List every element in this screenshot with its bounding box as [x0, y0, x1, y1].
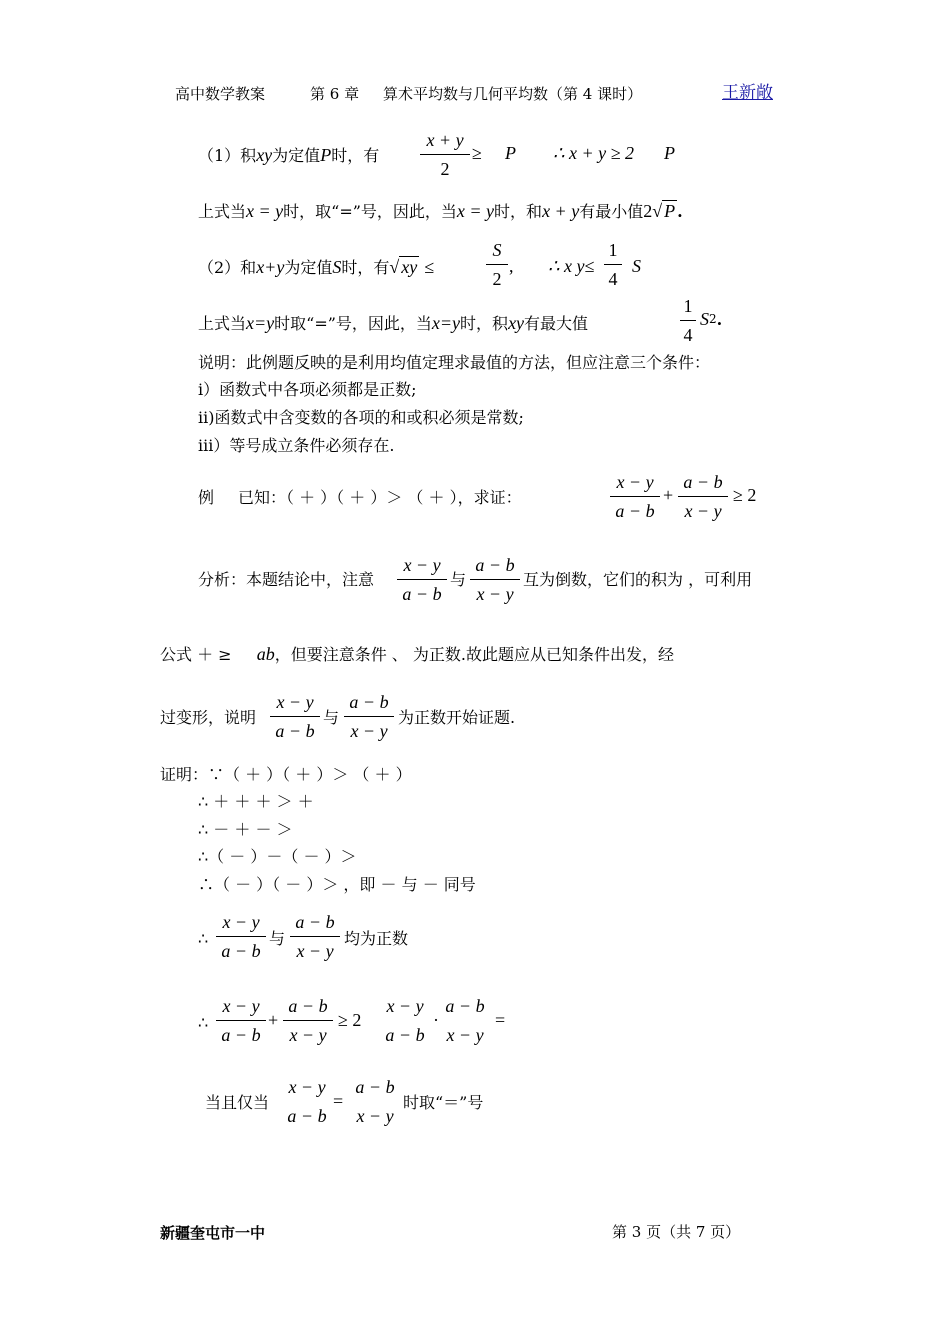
part2-therefore: ∴ x y≤	[548, 256, 595, 276]
note-1: ⅰ）函数式中各项必须都是正数;	[198, 380, 417, 399]
footer-page: 第 3 页（共 7 页）	[612, 1223, 741, 1241]
header-author-link[interactable]: 王新敞	[722, 83, 773, 103]
part2-fraction2: 1 4	[604, 238, 622, 291]
part1-p2: P	[505, 143, 516, 163]
part1-therefore: ∴ x + y ≥ 2	[553, 143, 634, 163]
analysis-line3-with: 与	[323, 708, 340, 727]
proof-step5-therefore: ∴	[198, 929, 209, 948]
proof-step7-fraction-1: x − y a − b	[287, 1077, 327, 1126]
note-2: ⅱ)函数式中含变数的各项的和或积必须是常数;	[198, 408, 524, 427]
header-chapter: 第 6 章	[310, 85, 360, 103]
proof-step5-fraction-2: a − b x − y	[290, 910, 340, 963]
part1-ge: ≥	[472, 143, 482, 163]
proof-step6-plus: +	[268, 1010, 279, 1030]
part2-fraction: S 2	[486, 238, 508, 291]
part1-label: （1）积xy为定值P时，有	[198, 145, 380, 165]
analysis-fraction-2: a − b x − y	[470, 553, 520, 606]
proof-step-1: ∴ ＋ ＋ ＋ ＞ ＋	[198, 792, 314, 811]
footer-school: 新疆奎屯市一中	[160, 1224, 266, 1242]
proof-step5-tail: 均为正数	[344, 929, 409, 948]
example-fraction-1: x − y a − b	[610, 470, 660, 523]
part2-label: （2）和x+y为定值S时，有√ xy ≤	[198, 257, 435, 277]
part1-fraction: x + y 2	[420, 128, 470, 181]
proof-step-2: ∴ － ＋ － ＞	[198, 820, 293, 839]
analysis-line3-fraction-2: a − b x − y	[344, 690, 394, 743]
example-text: 已知：（ ＋ ）（ ＋ ）＞ （ ＋ ），求证：	[238, 488, 522, 507]
proof-step6-fraction-1: x − y a − b	[216, 994, 266, 1047]
proof-step7-tail: 时取“＝”号	[403, 1093, 484, 1112]
proof-step6-ge: ≥ 2	[338, 1010, 362, 1030]
line4-s: S2.	[700, 309, 723, 329]
proof-step6-therefore: ∴	[198, 1013, 209, 1032]
proof-title: 证明：∵（ ＋ ）（ ＋ ）＞ （ ＋ ）	[160, 765, 412, 784]
analysis-line1-b: 互为倒数，它们的积为 ，可利用	[523, 570, 753, 589]
example-label: 例	[198, 488, 215, 507]
header-course: 高中数学教案	[175, 85, 266, 103]
analysis-line3-a: 过变形，说明	[160, 708, 257, 727]
proof-step5-with: 与	[269, 929, 286, 948]
example-plus: +	[663, 485, 674, 505]
proof-step7-eq: =	[333, 1091, 344, 1111]
proof-step7-fraction-2: a − b x − y	[355, 1077, 395, 1126]
analysis-line1-a: 分析：本题结论中，注意	[198, 570, 375, 589]
analysis-line3-b: 为正数开始证题.	[398, 708, 516, 727]
proof-step6-fraction-2: a − b x − y	[283, 994, 333, 1047]
line4-fraction: 1 4	[680, 294, 696, 347]
analysis-fraction-1: x − y a − b	[397, 553, 447, 606]
example-fraction-2: a − b x − y	[678, 470, 728, 523]
line2: 上式当x = y时，取“=”号，因此，当x = y时，和x + y有最小值2√ P .	[198, 201, 683, 221]
proof-step-4: ∴（ － ）（ － ）＞ ，即 － 与 － 同号	[198, 875, 476, 894]
proof-step6-fraction-3: x − y a − b	[385, 996, 425, 1045]
part1-p3: P	[664, 143, 675, 163]
example-ge: ≥ 2	[733, 485, 757, 505]
proof-step6-eq: =	[495, 1010, 506, 1030]
analysis-with: 与	[450, 570, 467, 589]
part2-s2: S	[632, 256, 641, 276]
line4: 上式当x=y时取“=”号，因此，当x=y时，积xy有最大值	[198, 313, 589, 333]
proof-step5-fraction-1: x − y a − b	[216, 910, 266, 963]
part2-comma: ,	[509, 256, 514, 276]
proof-step-3: ∴（ － ）－（ － ）＞	[198, 847, 357, 866]
note-0: 说明：此例题反映的是利用均值定理求最值的方法，但应注意三个条件：	[198, 353, 711, 372]
analysis-line3-fraction-1: x − y a − b	[270, 690, 320, 743]
proof-step6-dot: ·	[433, 1010, 439, 1030]
header-topic: 算术平均数与几何平均数（第 4 课时）	[383, 85, 643, 103]
proof-step6-fraction-4: a − b x − y	[445, 996, 485, 1045]
proof-step7-pre: 当且仅当	[205, 1093, 270, 1112]
analysis-line2: 公式 ＋ ≥ ab，但要注意条件 、 为正数.故此题应从已知条件出发，经	[160, 644, 674, 664]
note-3: ⅲ）等号成立条件必须存在.	[198, 436, 395, 455]
